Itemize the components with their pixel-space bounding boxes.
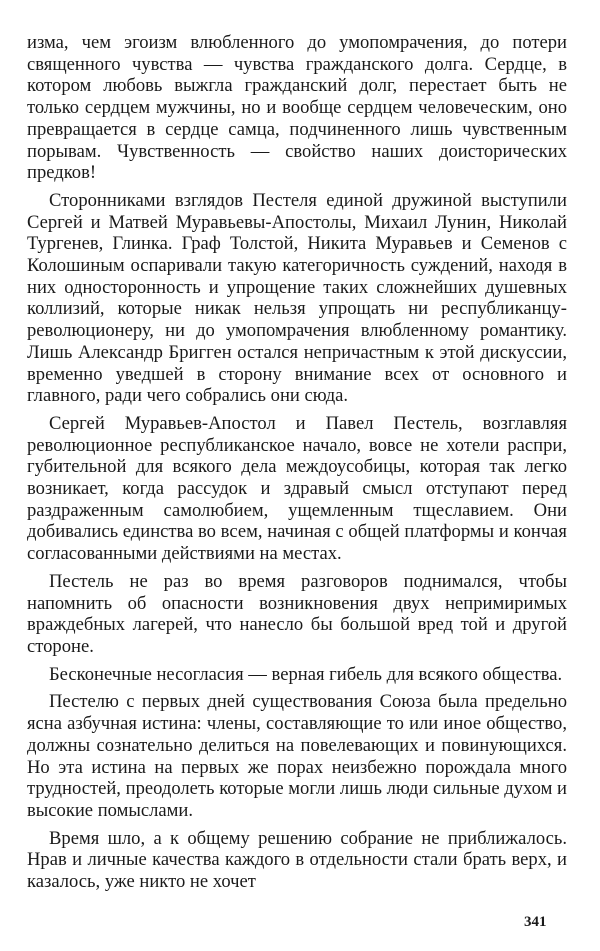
paragraph-3: Сергей Муравьев-Апостол и Павел Пестель, возглавляя революционное республиканское начало, вовсе не хотели распри, губительной для всякого дела междоусобицы, которая так легко возникает, когда рассудок и здравый смысл отступают перед раздраженным самолюбием, ущемленным тщеславием. Они добивались единства во всем, начиная с общей платформы и кончая согласованными действиями на местах. xyxy=(27,412,567,565)
page-body xyxy=(27,32,567,899)
paragraph-7: Время шло, а к общему решению собрание не приближалось. Нрав и личные качества каждого в отдельности стали брать верх, и казалось, уже никто не хочет xyxy=(27,827,567,893)
paragraph-4: Пестель не раз во время разговоров поднимался, чтобы напомнить об опасности возникновения двух непримиримых враждебных лагерей, что нанесло бы большой вред той и другой стороне. xyxy=(27,570,567,657)
paragraph-1: изма, чем эгоизм влюбленного до умопомрачения, до потери священного чувства — чувства гражданского долга. Сердце, в котором любовь выжгла гражданский долг, перестает быть не только сердцем мужчины, но и вообще сердцем человеческим, оно превращается в сердце самца, подчиненного лишь чувственным порывам. Чувственность — свойство наших доисторических предков! xyxy=(27,32,567,184)
page-number: 341 xyxy=(524,914,547,930)
paragraph-6: Пестелю с первых дней существования Союза была предельно ясна азбучная истина: члены, составляющие то или иное общество, должны сознательно делиться на повелевающих и повинующихся. Но эта истина на первых же порах неизбежно порождала много трудностей, преодолеть которые могли лишь люди сильные духом и высокие помыслами. xyxy=(27,691,567,821)
paragraph-5: Бесконечные несогласия — верная гибель для всякого общества. xyxy=(49,663,563,685)
paragraph-2: Сторонниками взглядов Пестеля единой дружиной выступили Сергей и Матвей Муравьевы-Апостолы, Михаил Лунин, Николай Тургенев, Глинка. Граф Толстой, Никита Муравьев и Семенов с Колошиным оспаривали такую категоричность суждений, находя в них односторонность и упрощение таких сложнейших душевных коллизий, которые никак нельзя упрощать ни республиканцу-революционеру, ни до умопомрачения влюбленному романтику. Лишь Александр Бригген остался непричастным к этой дискуссии, временно уведшей в сторону внимание всех от основного и главного, ради чего собрались они сюда. xyxy=(27,189,567,407)
